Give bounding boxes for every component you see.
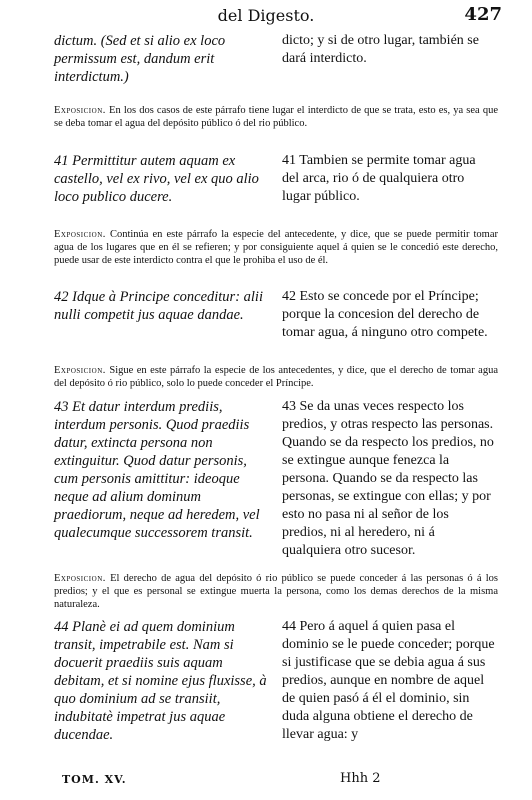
latin-text-continued: dictum. (Sed et si alio ex loco permissum est, dandum erit interdictum.) [54, 33, 226, 85]
exposicion-text: El derecho de agua del depósito ó rio público se puede conceder á las personas ó á los predios; y el que es personal se extingue muerta la persona, como los demas derechos de la misma naturaleza. [54, 573, 499, 610]
spanish-paragraph-42: 42 Esto se concede por el Príncipe; porque la concesion del derecho de tomar agua, á ninguno otro compete. [282, 289, 488, 340]
exposicion-label: Exposicion. [54, 105, 106, 116]
latin-paragraph-44: 44 Planè ei ad quem dominium transit, impetrabile est. Nam si docuerit praediis suis aquam debitam, et si nomine ejus fluxisse, à quo dominium ad se transiit, indubitatè impetrat jus aquae ducendae. [54, 619, 267, 743]
latin-paragraph-43: 43 Et datur interdum prediis, interdum personis. Quod praediis datur, extincta persona non extinguitur. Quod datur personis, cum personis amittitur: ideoque neque ad alium dominum praediorum, neque ad heredem, vel qualecumque successorem transit. [54, 399, 260, 541]
latin-paragraph-42: 42 Idque à Principe conceditur: alii nulli competit jus aquae dandae. [54, 289, 263, 323]
latin-paragraph-41: 41 Permittitur autem aquam ex castello, vel ex rivo, vel ex quo alio loco publico ducere. [54, 153, 259, 205]
signature-mark: Hhh 2 [340, 771, 381, 786]
exposicion-label: Exposicion. [54, 365, 106, 376]
exposicion-block [54, 228, 498, 267]
spanish-text-continued: dicto; y si de otro lugar, también se dará interdicto. [282, 33, 479, 66]
exposicion-block [54, 572, 498, 611]
volume-marker: TOM. XV. [62, 773, 127, 786]
exposicion-label: Exposicion. [54, 229, 106, 240]
spanish-paragraph-44: 44 Pero á aquel á quien pasa el dominio se le puede conceder; porque si justificase que se debia agua á sus predios, aunque en nombre de aquel de quien pasó á él el dominio, sin duda alguna obtiene el derecho de llevar agua: y [282, 619, 495, 742]
exposicion-label: Exposicion. [54, 573, 106, 584]
exposicion-block [54, 104, 498, 130]
running-header: del Digesto. [217, 6, 315, 25]
exposicion-text: En los dos casos de este párrafo tiene lugar el interdicto de que se trata, esto es, ya sea que se deba tomar el agua del depósito público ó del rio público. [54, 105, 498, 129]
exposicion-text: Sigue en este párrafo la especie de los antecedentes, y dice, que el derecho de tomar agua del depósito ó rio público, solo lo puede conceder el Príncipe. [54, 365, 498, 389]
spanish-paragraph-41: 41 Tambien se permite tomar agua del arca, rio ó de qualquiera otro lugar público. [282, 153, 476, 204]
spanish-paragraph-43: 43 Se da unas veces respecto los predios, y otras respecto las personas. Quando se da respecto los predios, no se extingue aunque fenezca la persona. Quando se da respecto las personas, se extingue con ellas; y por esto no pasa ni al señor de los predios, ni al heredero, ni á qualquiera otro sucesor. [282, 399, 494, 558]
exposicion-text: Continúa en este párrafo la especie del antecedente, y dice, que se puede permitir tomar agua de los lugares que en él se refieren; y por consiguiente aquel á quien se le concedió este derecho, puede usar de este interdicto contra el que le prohiba el uso de él. [54, 229, 498, 266]
exposicion-block [54, 364, 498, 390]
page-number: 427 [464, 4, 502, 25]
